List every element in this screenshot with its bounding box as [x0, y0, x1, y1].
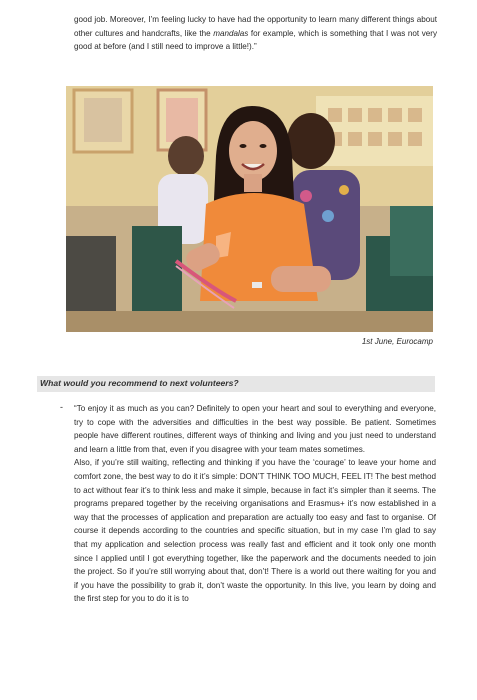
intro-text-after: for example, which is something that I was not very good at before (and I still need to improve a little!).” — [74, 28, 437, 52]
volunteer-photo — [66, 86, 433, 332]
photo-illustration — [66, 86, 433, 332]
question-heading-bar — [37, 376, 435, 392]
intro-text-before: good job. Moreover, I’m feeling lucky to have had the opportunity to learn many different things about other cultures and handcrafts, like the — [74, 15, 437, 38]
intro-paragraph — [74, 13, 437, 54]
answer-bullet: - — [60, 402, 63, 412]
question-heading: What would you recommend to next volunteers? — [40, 378, 239, 388]
intro-italic-word: mandalas — [213, 28, 249, 38]
photo-caption: 1st June, Eurocamp — [361, 337, 433, 346]
answer-paragraph-1: “To enjoy it as much as you can? Definitely to open your heart and soul to everything and everyone, try to cope with the adversities and difficulties in the best way possible. Be patient. Sometimes people have different routines, different ways of thinking and living and you just need to understand and learn a little from that, even if you disagree with your team mates sometimes. — [74, 404, 436, 454]
answer-paragraph-2: Also, if you’re still waiting, reflecting and thinking if you have the ‘courage’ to leave your home and comfort zone, the best way to do it it’s simple: DON’T THINK TOO MUCH, FEEL IT! The best method to act without fear it’s to think less and make it simple, because in fact it’s simpler than it seems. The programs prepared together by the receiving organisations and Erasmus+ it’s now established in a way that the processes of application and preparation are actually too easy and fast to organise. Of course it depends according to the countries and specific situation, but in my case I’m glad to say that my application and selection process was really fast and efficient and it took only one month since I applied until I got everything together, like the paperwork and the documents needed to join the project. So if you’re still worrying about that, don’t! There is a world out there waiting for you and if you have the possibility to grab it, don’t waste the opportunity. In this live, you learn by doing and the first step for you to do it is to — [74, 458, 436, 604]
answer-block — [60, 402, 436, 606]
